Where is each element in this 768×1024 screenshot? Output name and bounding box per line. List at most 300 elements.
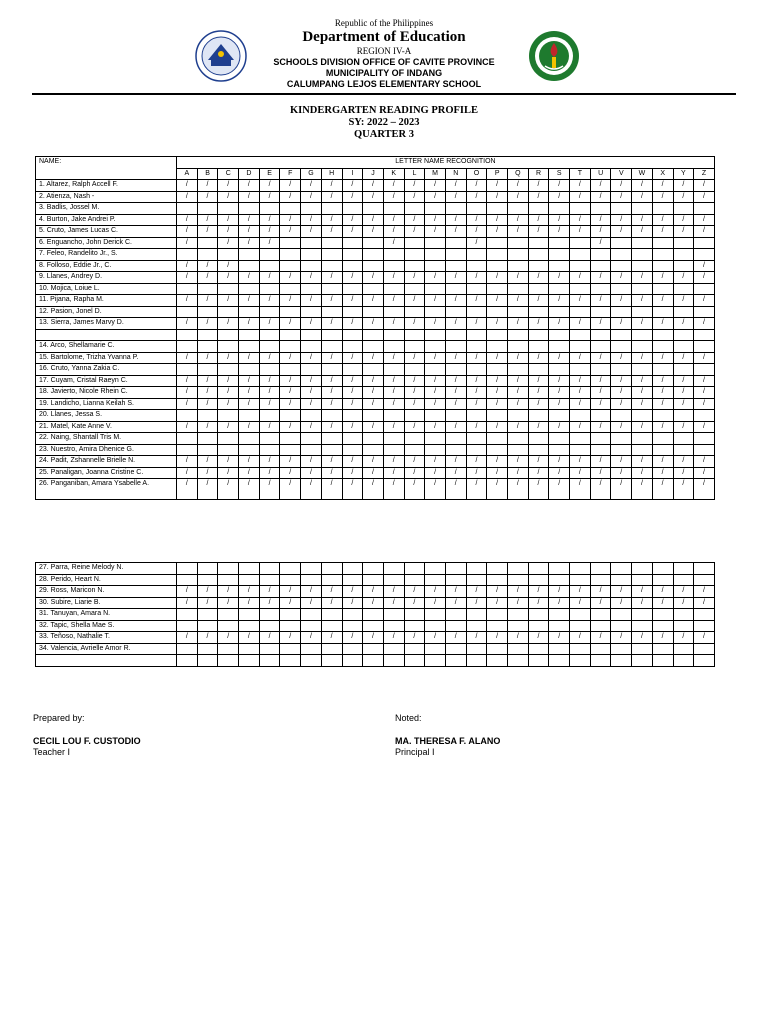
mark-cell: / [280,352,301,364]
mark-cell [363,410,384,422]
letter-header-c: C [218,168,239,180]
mark-cell [280,306,301,318]
mark-cell [177,574,198,586]
mark-cell: / [570,191,591,203]
mark-cell [363,655,384,667]
mark-cell: / [239,352,260,364]
mark-cell: / [342,272,363,284]
mark-cell [528,203,549,215]
mark-cell [280,655,301,667]
table-row [36,444,715,456]
mark-cell: / [259,456,280,468]
mark-cell [673,237,694,249]
mark-cell [694,574,715,586]
table-row [36,632,715,644]
mark-cell: / [570,214,591,226]
mark-cell: / [425,479,446,500]
mark-cell [239,643,260,655]
mark-cell [301,203,322,215]
mark-cell: / [528,180,549,192]
mark-cell [570,260,591,272]
mark-cell: / [549,226,570,238]
mark-cell: / [342,226,363,238]
mark-cell [363,433,384,445]
mark-cell [445,410,466,422]
mark-cell [673,574,694,586]
mark-cell: / [632,398,653,410]
mark-cell [466,260,487,272]
mark-cell: / [611,479,632,500]
mark-cell [321,444,342,456]
mark-cell [487,655,508,667]
mark-cell [528,609,549,621]
mark-cell: / [508,586,529,598]
mark-cell: / [487,467,508,479]
mark-cell [425,203,446,215]
mark-cell [321,574,342,586]
mark-cell [218,283,239,295]
mark-cell: / [342,632,363,644]
mark-cell: / [570,318,591,330]
mark-cell: / [590,237,611,249]
mark-cell [590,341,611,353]
mark-cell: / [445,318,466,330]
mark-cell: / [383,237,404,249]
mark-cell [342,364,363,376]
mark-cell [218,574,239,586]
mark-cell: / [445,226,466,238]
mark-cell [425,364,446,376]
mark-cell: / [259,272,280,284]
mark-cell [197,249,218,261]
mark-cell: / [218,214,239,226]
mark-cell [218,609,239,621]
mark-cell: / [301,421,322,433]
letter-header-g: G [301,168,322,180]
mark-cell [259,306,280,318]
mark-cell: / [673,421,694,433]
mark-cell: / [570,375,591,387]
mark-cell [218,444,239,456]
mark-cell [239,203,260,215]
mark-cell [445,249,466,261]
mark-cell [694,364,715,376]
mark-cell [466,643,487,655]
student-name: 20. Llanes, Jessa S. [36,410,177,422]
mark-cell: / [383,272,404,284]
mark-cell [342,329,363,341]
mark-cell: / [363,467,384,479]
mark-cell [177,306,198,318]
mark-cell [445,609,466,621]
student-name: 26. Panganiban, Amara Ysabelle A. [36,479,177,500]
mark-cell [570,237,591,249]
mark-cell: / [321,375,342,387]
noted-by-name: MA. THERESA F. ALANO [395,736,501,746]
mark-cell [632,283,653,295]
mark-cell: / [301,180,322,192]
republic-line: Republic of the Philippines [334,18,434,28]
mark-cell [694,329,715,341]
mark-cell: / [673,191,694,203]
mark-cell [673,655,694,667]
mark-cell: / [549,214,570,226]
mark-cell [632,433,653,445]
mark-cell [197,655,218,667]
letter-header-l: L [404,168,425,180]
student-name: 32. Tapic, Shella Mae S. [36,620,177,632]
mark-cell: / [280,421,301,433]
mark-cell [570,655,591,667]
mark-cell: / [197,180,218,192]
mark-cell [508,283,529,295]
mark-cell: / [404,191,425,203]
mark-cell [321,306,342,318]
mark-cell: / [590,387,611,399]
mark-cell: / [177,479,198,500]
mark-cell: / [425,352,446,364]
mark-cell: / [197,214,218,226]
mark-cell [673,643,694,655]
student-name: 33. Teñoso, Nathalie T. [36,632,177,644]
letter-header-w: W [632,168,653,180]
mark-cell: / [528,295,549,307]
mark-cell: / [177,352,198,364]
title-line-2: SY: 2022 – 2023 [348,117,420,128]
mark-cell: / [259,375,280,387]
table-row [36,203,715,215]
mark-cell: / [487,398,508,410]
mark-cell: / [218,456,239,468]
mark-cell [383,433,404,445]
mark-cell [342,237,363,249]
mark-cell: / [528,272,549,284]
mark-cell: / [197,352,218,364]
mark-cell: / [363,387,384,399]
mark-cell [280,620,301,632]
mark-cell: / [425,375,446,387]
mark-cell: / [177,191,198,203]
mark-cell: / [487,421,508,433]
mark-cell [239,364,260,376]
mark-cell [404,306,425,318]
mark-cell: / [425,191,446,203]
mark-cell [280,410,301,422]
mark-cell: / [445,180,466,192]
mark-cell [259,410,280,422]
mark-cell [528,433,549,445]
mark-cell: / [549,295,570,307]
mark-cell: / [197,226,218,238]
mark-cell: / [218,375,239,387]
mark-cell [177,563,198,575]
mark-cell [239,306,260,318]
mark-cell: / [197,398,218,410]
mark-cell: / [590,191,611,203]
table-row [36,295,715,307]
mark-cell: / [197,191,218,203]
mark-cell: / [363,226,384,238]
mark-cell [590,410,611,422]
mark-cell: / [280,586,301,598]
mark-cell [632,237,653,249]
mark-cell [197,364,218,376]
mark-cell: / [342,191,363,203]
student-name: 1. Altarez, Ralph Accell F. [36,180,177,192]
mark-cell: / [652,421,673,433]
mark-cell [528,655,549,667]
deped-seal-logo [195,30,247,82]
mark-cell: / [694,479,715,500]
mark-cell: / [508,352,529,364]
mark-cell [694,609,715,621]
letter-header-v: V [611,168,632,180]
mark-cell: / [239,586,260,598]
mark-cell [342,260,363,272]
mark-cell [218,249,239,261]
mark-cell [508,620,529,632]
mark-cell [590,655,611,667]
mark-cell: / [218,597,239,609]
mark-cell [404,364,425,376]
mark-cell [239,655,260,667]
mark-cell [363,574,384,586]
mark-cell [404,237,425,249]
mark-cell: / [508,387,529,399]
mark-cell: / [445,421,466,433]
mark-cell [611,249,632,261]
mark-cell: / [570,387,591,399]
mark-cell [445,444,466,456]
mark-cell [632,620,653,632]
mark-cell [466,306,487,318]
mark-cell [570,563,591,575]
mark-cell: / [197,586,218,598]
mark-cell: / [404,398,425,410]
mark-cell [363,203,384,215]
mark-cell [590,203,611,215]
mark-cell: / [694,398,715,410]
mark-cell [239,341,260,353]
mark-cell: / [508,214,529,226]
mark-cell: / [383,467,404,479]
mark-cell [383,620,404,632]
mark-cell [652,203,673,215]
mark-cell [239,563,260,575]
mark-cell: / [280,467,301,479]
mark-cell: / [177,272,198,284]
mark-cell: / [652,597,673,609]
student-name: 34. Valencia, Avrielle Amor R. [36,643,177,655]
mark-cell: / [466,387,487,399]
mark-cell [611,643,632,655]
mark-cell: / [694,456,715,468]
mark-cell [363,563,384,575]
mark-cell [652,249,673,261]
mark-cell [652,283,673,295]
mark-cell: / [528,479,549,500]
mark-cell: / [528,226,549,238]
mark-cell: / [673,387,694,399]
mark-cell: / [652,632,673,644]
mark-cell: / [321,295,342,307]
mark-cell: / [342,214,363,226]
mark-cell [363,364,384,376]
mark-cell [342,444,363,456]
mark-cell [301,609,322,621]
mark-cell [673,563,694,575]
mark-cell [508,249,529,261]
mark-cell: / [611,586,632,598]
mark-cell [197,329,218,341]
mark-cell [528,410,549,422]
mark-cell: / [694,421,715,433]
mark-cell: / [632,318,653,330]
mark-cell [321,203,342,215]
mark-cell [301,655,322,667]
mark-cell [549,249,570,261]
mark-cell [590,364,611,376]
mark-cell [280,203,301,215]
mark-cell [280,260,301,272]
mark-cell [404,444,425,456]
letter-header-y: Y [673,168,694,180]
mark-cell: / [301,191,322,203]
mark-cell [652,655,673,667]
mark-cell [404,410,425,422]
mark-cell: / [280,272,301,284]
mark-cell: / [652,272,673,284]
mark-cell [466,410,487,422]
mark-cell: / [549,632,570,644]
mark-cell [673,410,694,422]
mark-cell: / [404,272,425,284]
mark-cell [445,433,466,445]
mark-cell [466,444,487,456]
mark-cell [508,306,529,318]
mark-cell [549,283,570,295]
mark-cell [652,329,673,341]
mark-cell [301,260,322,272]
mark-cell: / [342,352,363,364]
mark-cell: / [694,214,715,226]
division-line: SCHOOLS DIVISION OFFICE OF CAVITE PROVINCE [273,57,495,67]
mark-cell [363,306,384,318]
mark-cell: / [694,467,715,479]
mark-cell [239,433,260,445]
mark-cell [342,563,363,575]
mark-cell: / [177,398,198,410]
mark-cell: / [321,456,342,468]
mark-cell: / [218,421,239,433]
mark-cell [404,329,425,341]
mark-cell: / [508,226,529,238]
mark-cell [280,249,301,261]
mark-cell: / [425,318,446,330]
mark-cell: / [197,387,218,399]
mark-cell [218,329,239,341]
student-name: 8. Folloso, Eddie Jr., C. [36,260,177,272]
mark-cell: / [404,597,425,609]
letter-header-k: K [383,168,404,180]
mark-cell [301,329,322,341]
mark-cell [632,609,653,621]
student-name: 11. Pijana, Rapha M. [36,295,177,307]
student-name: 7. Feleo, Randelito Jr., S. [36,249,177,261]
mark-cell: / [239,375,260,387]
mark-cell: / [259,226,280,238]
mark-cell [363,643,384,655]
mark-cell: / [239,226,260,238]
mark-cell: / [508,597,529,609]
mark-cell: / [425,387,446,399]
mark-cell [177,620,198,632]
mark-cell: / [383,479,404,500]
mark-cell: / [321,398,342,410]
mark-cell [280,574,301,586]
mark-cell [425,643,446,655]
mark-cell [611,433,632,445]
mark-cell: / [508,479,529,500]
mark-cell: / [383,226,404,238]
mark-cell: / [590,456,611,468]
mark-cell [280,283,301,295]
mark-cell [611,620,632,632]
table-row [36,214,715,226]
mark-cell [487,237,508,249]
mark-cell [239,444,260,456]
mark-cell [487,260,508,272]
mark-cell [383,444,404,456]
mark-cell: / [342,180,363,192]
mark-cell [259,444,280,456]
mark-cell [404,260,425,272]
mark-cell [383,410,404,422]
mark-cell [570,249,591,261]
mark-cell: / [321,318,342,330]
mark-cell [383,203,404,215]
mark-cell: / [466,295,487,307]
mark-cell: / [673,272,694,284]
mark-cell [528,329,549,341]
mark-cell [259,620,280,632]
mark-cell: / [445,456,466,468]
mark-cell [321,563,342,575]
table-row [36,467,715,479]
mark-cell [673,283,694,295]
mark-cell: / [177,586,198,598]
mark-cell: / [611,597,632,609]
mark-cell: / [383,387,404,399]
table-row [36,479,715,500]
mark-cell: / [280,180,301,192]
mark-cell: / [694,260,715,272]
prepared-by-role: Teacher I [33,747,71,757]
mark-cell [549,563,570,575]
mark-cell [611,609,632,621]
mark-cell [445,643,466,655]
mark-cell: / [383,214,404,226]
mark-cell: / [632,597,653,609]
mark-cell: / [508,375,529,387]
mark-cell: / [383,398,404,410]
mark-cell: / [590,632,611,644]
mark-cell [239,329,260,341]
mark-cell [487,249,508,261]
mark-cell: / [611,467,632,479]
mark-cell: / [383,456,404,468]
student-name: 25. Panaligan, Joanna Cristine C. [36,467,177,479]
